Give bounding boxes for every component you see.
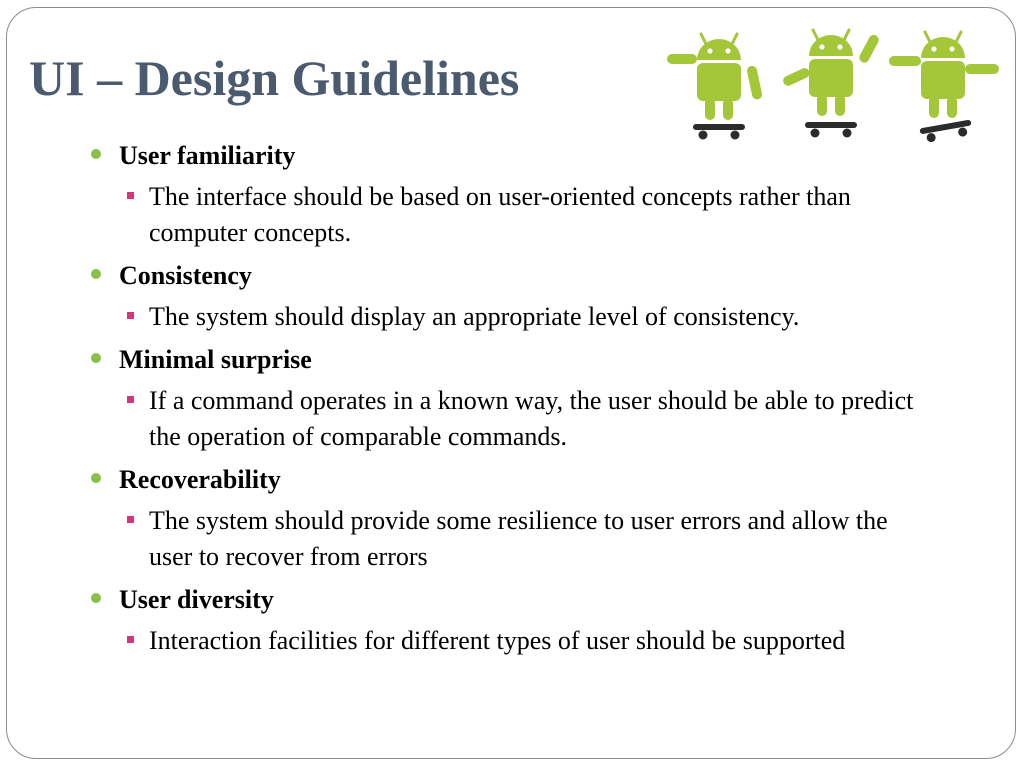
bullet-list <box>91 139 921 667</box>
android-robot-1-icon <box>667 34 763 140</box>
bullet-heading: Minimal surprise <box>119 345 312 374</box>
android-robot-2-icon <box>782 30 881 138</box>
square-bullet-icon <box>127 636 134 643</box>
sub-bullet <box>119 179 921 251</box>
bullet-heading: Consistency <box>119 261 252 290</box>
bullet-dot-icon <box>91 353 101 363</box>
bullet-dot-icon <box>91 269 101 279</box>
square-bullet-icon <box>127 516 134 523</box>
sub-bullet-list <box>119 299 921 335</box>
sub-bullet-text: The system should display an appropriate level of consistency. <box>149 302 800 331</box>
sub-bullet <box>119 623 921 659</box>
sub-bullet-text: The system should provide some resilience to user errors and allow the user to recover from errors <box>149 506 888 571</box>
bullet-dot-icon <box>91 593 101 603</box>
sub-bullet-text: The interface should be based on user-oriented concepts rather than computer concepts. <box>149 182 851 247</box>
sub-bullet-text: If a command operates in a known way, the user should be able to predict the operation of comparable commands. <box>149 386 914 451</box>
bullet-heading: User familiarity <box>119 141 296 170</box>
sub-bullet-list <box>119 383 921 455</box>
bullet-minimal-surprise <box>91 343 921 455</box>
sub-bullet <box>119 383 921 455</box>
bullet-dot-icon <box>91 149 101 159</box>
bullet-heading: User diversity <box>119 585 274 614</box>
bullet-consistency <box>91 259 921 335</box>
sub-bullet-text: Interaction facilities for different types of user should be supported <box>149 626 846 655</box>
slide <box>6 7 1016 759</box>
square-bullet-icon <box>127 396 134 403</box>
sub-bullet-list <box>119 623 921 659</box>
android-robot-3-icon <box>889 32 999 144</box>
bullet-dot-icon <box>91 473 101 483</box>
bullet-user-diversity <box>91 583 921 659</box>
square-bullet-icon <box>127 312 134 319</box>
bullet-recoverability <box>91 463 921 575</box>
sub-bullet <box>119 503 921 575</box>
android-robots-illustration <box>657 22 1002 152</box>
square-bullet-icon <box>127 192 134 199</box>
bullet-user-familiarity <box>91 139 921 251</box>
sub-bullet-list <box>119 503 921 575</box>
slide-title: UI – Design Guidelines <box>29 50 520 106</box>
sub-bullet <box>119 299 921 335</box>
bullet-heading: Recoverability <box>119 465 281 494</box>
sub-bullet-list <box>119 179 921 251</box>
